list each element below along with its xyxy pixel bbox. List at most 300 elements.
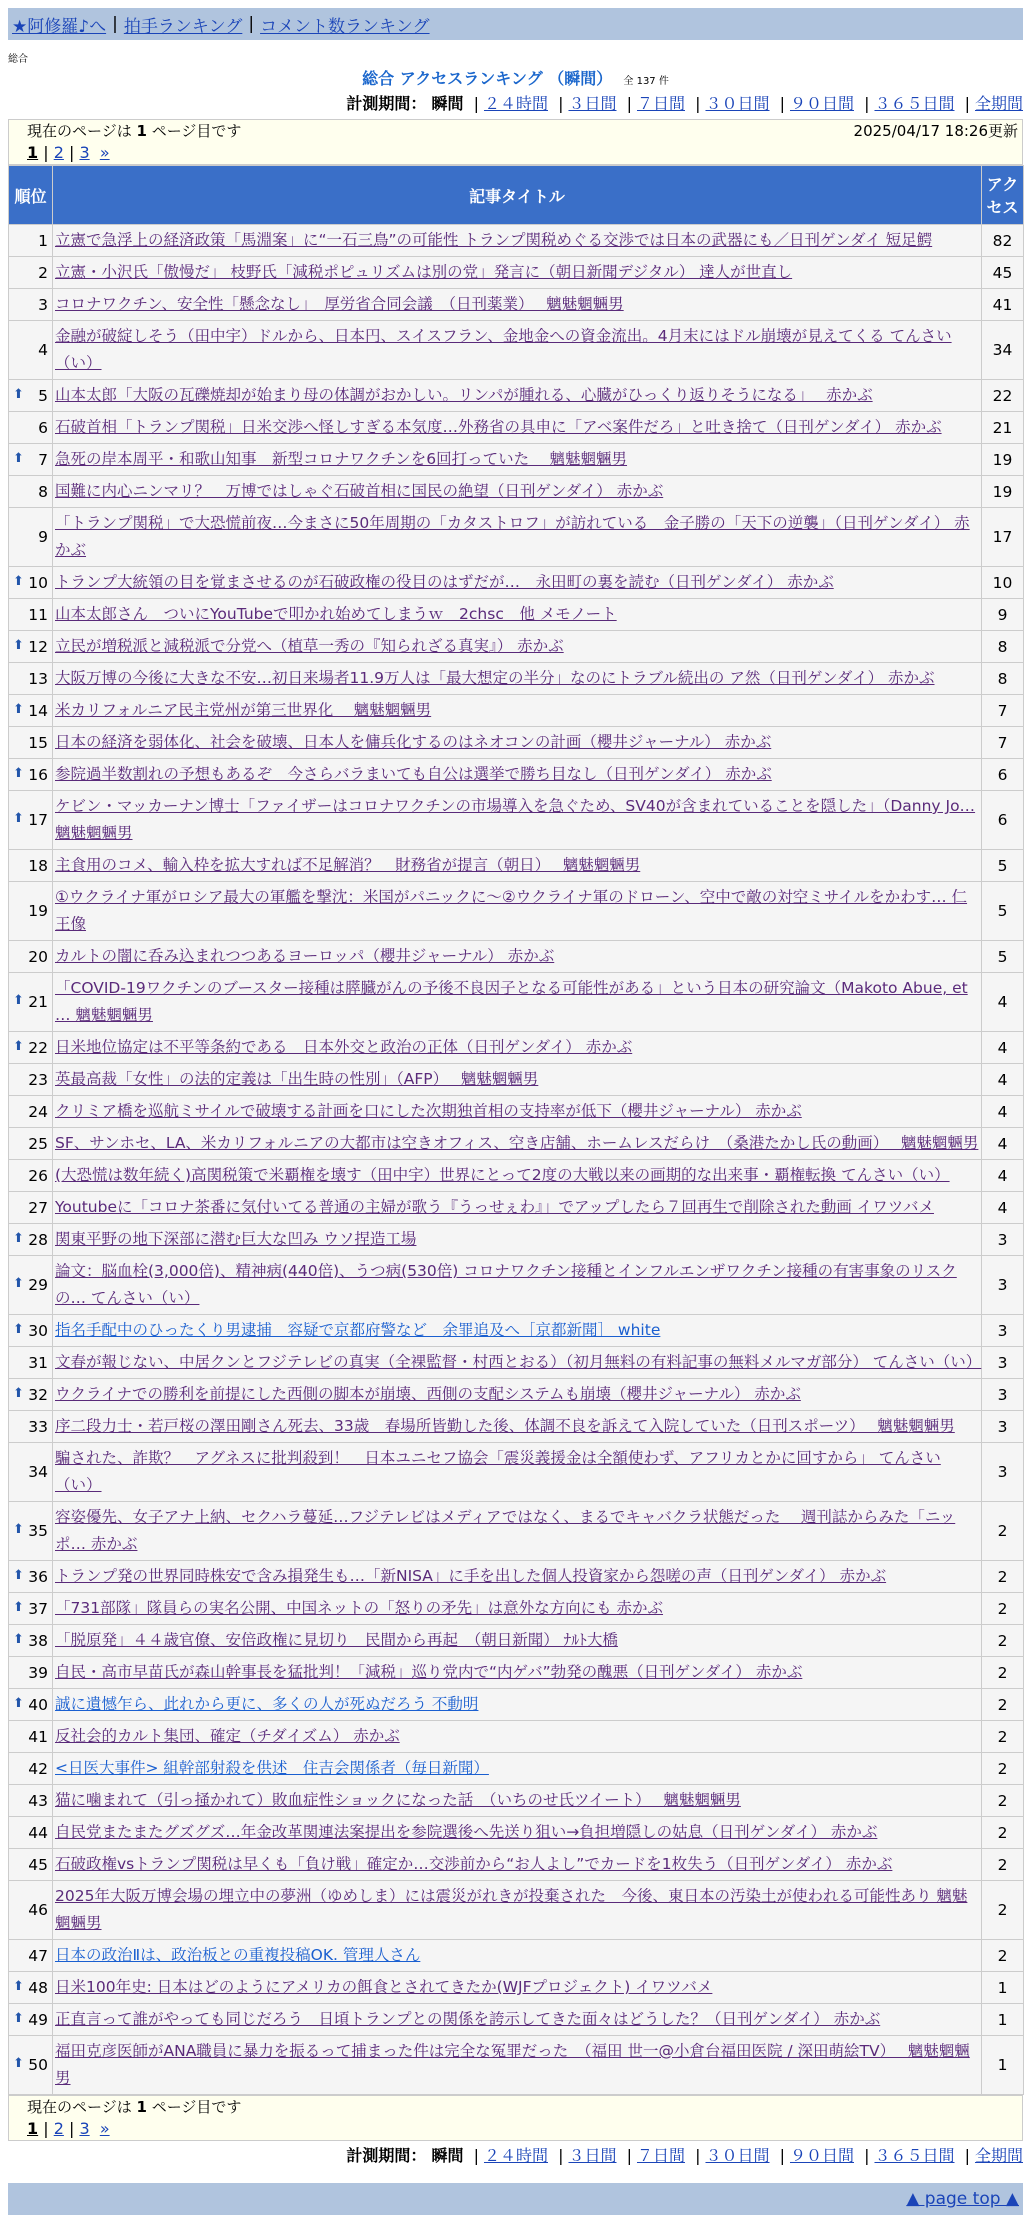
access-count: 5 — [982, 882, 1024, 941]
table-row — [9, 257, 1024, 289]
header-access: アクセス — [982, 166, 1024, 225]
rank-up-arrow-icon: ⬆ — [13, 1276, 24, 1291]
article-title-link[interactable]: ケビン・マッカーナン博士「ファイザーはコロナワクチンの市場導入を急ぐため、SV40が含まれていることを隠した」（Danny Jo… 魑魅魍魎男 — [55, 797, 976, 842]
article-title-link[interactable]: 参院過半数割れの予想もあるぞ 今さらバラまいても自公は選挙で勝ち目なし（日刊ゲンダイ） 赤かぶ — [55, 765, 772, 783]
access-count: 2 — [982, 1561, 1024, 1593]
article-title-link[interactable]: 福田克彦医師がANA職員に暴力を振るって捕まった件は完全な冤罪だった （福田 世一@小倉台福田医院 / 深田萌絵TV） 魑魅魍魎男 — [55, 2042, 970, 2087]
article-title-link[interactable]: 序二段力士・若戸桜の澤田剛さん死去、33歳 春場所皆勤した後、体調不良を訴えて入院していた（日刊スポーツ） 魑魅魍魎男 — [55, 1417, 955, 1435]
rank-number: 7 — [38, 450, 48, 469]
rank-number: 16 — [28, 765, 48, 784]
rank-number: 29 — [28, 1276, 48, 1294]
rank-number: 49 — [28, 2010, 48, 2029]
access-count: 2 — [982, 1625, 1024, 1657]
rank-number: 46 — [28, 1901, 48, 1919]
rank-cell — [9, 1128, 53, 1160]
article-title-link[interactable]: 日米100年史: 日本はどのようにアメリカの餌食とされてきたか(WJFプロジェクト) イワツバメ — [55, 1978, 713, 1996]
nav-separator: | — [112, 14, 118, 34]
article-title-link[interactable]: 石破首相「トランプ関税」日米交渉へ怪しすぎる本気度…外務省の具申に「アベ案件だろ」と吐き捨て（日刊ゲンダイ） 赤かぶ — [55, 418, 942, 436]
article-title-link[interactable]: 2025年大阪万博会場の埋立中の夢洲（ゆめしま）には震災がれきが投棄された 今後、東日本の汚染土が使われる可能性あり 魑魅魍魎男 — [55, 1887, 968, 1932]
page-2-link[interactable]: 2 — [53, 2119, 64, 2138]
rank-up-arrow-icon: ⬆ — [13, 765, 24, 781]
rank-number: 28 — [28, 1230, 48, 1249]
title-cell — [53, 695, 982, 727]
rank-up-arrow-icon: ⬆ — [13, 450, 24, 466]
table-row — [9, 631, 1024, 663]
access-count: 6 — [982, 791, 1024, 850]
title-cell — [53, 663, 982, 695]
table-row — [9, 1593, 1024, 1625]
period-30d-link[interactable]: ３０日間 — [705, 94, 770, 113]
period-7d-link[interactable]: ７日間 — [636, 94, 685, 113]
access-count: 8 — [982, 663, 1024, 695]
table-row — [9, 2004, 1024, 2036]
page-current: 1 — [27, 2119, 39, 2138]
rank-number: 6 — [38, 418, 48, 437]
period-24h-link[interactable]: ２４時間 — [483, 94, 548, 113]
table-row — [9, 663, 1024, 695]
rank-number: 22 — [28, 1038, 48, 1057]
title-cell — [53, 882, 982, 941]
rank-number: 43 — [28, 1791, 48, 1810]
table-row — [9, 1379, 1024, 1411]
access-count: 4 — [982, 1128, 1024, 1160]
rank-number: 12 — [28, 637, 48, 656]
page-top-link[interactable]: ▲ page top ▲ — [906, 2189, 1019, 2209]
article-title-link[interactable]: 立憲で急浮上の経済政策「馬淵案」に“一石三鳥”の可能性 トランプ関税めぐる交渉では日本の武器にも／日刊ゲンダイ 短足鰐 — [55, 231, 933, 249]
comment-ranking-link[interactable]: コメント数ランキング — [260, 16, 430, 37]
article-title-link[interactable]: 容姿優先、女子アナ上納、セクハラ蔓延…フジテレビはメディアではなく、まるでキャバクラ状態だった 週刊誌からみた「ニッポ… 赤かぶ — [55, 1508, 956, 1553]
article-title-link[interactable]: 立憲・小沢氏「傲慢だ」 枝野氏「減税ポピュリズムは別の党」発言に（朝日新聞デジタル） 達人が世直し — [55, 263, 793, 281]
access-count: 4 — [982, 1032, 1024, 1064]
access-count: 5 — [982, 850, 1024, 882]
rank-number: 30 — [28, 1321, 48, 1340]
article-title-link[interactable]: 「731部隊」隊員らの実名公開、中国ネットの「怒りの矛先」は意外な方向にも 赤かぶ — [55, 1599, 664, 1617]
title-cell — [53, 1561, 982, 1593]
period-365d-link[interactable]: ３６５日間 — [874, 2146, 955, 2165]
rank-up-arrow-icon: ⬆ — [13, 2056, 24, 2071]
article-title-link[interactable]: 国難に内心ニンマリ？ 万博ではしゃぐ石破首相に国民の絶望（日刊ゲンダイ） 赤かぶ — [55, 482, 664, 500]
period-all-link[interactable]: 全期間 — [974, 94, 1023, 113]
title-cell — [53, 1785, 982, 1817]
article-title-link[interactable]: 金融が破綻しそう（田中宇）ドルから、日本円、スイスフラン、金地金への資金流出。4月末にはドル崩壊が見えてくる てんさい（い） — [55, 327, 952, 372]
article-title-link[interactable]: カルトの闇に呑み込まれつつあるヨーロッパ（櫻井ジャーナル） 赤かぶ — [55, 947, 555, 965]
rank-number: 41 — [28, 1727, 48, 1746]
rank-up-arrow-icon: ⬆ — [13, 993, 24, 1008]
table-row — [9, 1224, 1024, 1256]
title-cell — [53, 1032, 982, 1064]
rank-number: 11 — [28, 605, 48, 624]
period-all-link[interactable]: 全期間 — [974, 2146, 1023, 2165]
rank-cell — [9, 1347, 53, 1379]
table-row — [9, 1849, 1024, 1881]
period-current: 瞬間 — [431, 2146, 464, 2165]
rank-cell — [9, 727, 53, 759]
table-row — [9, 1940, 1024, 1972]
rank-number: 38 — [28, 1631, 48, 1650]
access-count: 2 — [982, 1881, 1024, 1940]
rank-cell — [9, 663, 53, 695]
table-row — [9, 1064, 1024, 1096]
table-row — [9, 321, 1024, 380]
rank-cell — [9, 412, 53, 444]
article-title-link[interactable]: 主食用のコメ、輸入枠を拡大すれば不足解消？ 財務省が提言（朝日） 魑魅魍魎男 — [55, 856, 641, 874]
access-count: 45 — [982, 257, 1024, 289]
rank-cell — [9, 1096, 53, 1128]
title-cell — [53, 1721, 982, 1753]
title-cell — [53, 1849, 982, 1881]
table-row — [9, 1347, 1024, 1379]
title-cell — [53, 1625, 982, 1657]
table-row — [9, 1315, 1024, 1347]
title-cell — [53, 444, 982, 476]
rank-up-arrow-icon: ⬆ — [13, 811, 24, 826]
access-count: 2 — [982, 1849, 1024, 1881]
table-row — [9, 1817, 1024, 1849]
title-cell — [53, 973, 982, 1032]
title-cell — [53, 1940, 982, 1972]
title-cell — [53, 1753, 982, 1785]
rank-number: 9 — [38, 528, 48, 546]
rank-number: 19 — [28, 902, 48, 920]
header-title: 記事タイトル — [53, 166, 982, 225]
rank-cell — [9, 225, 53, 257]
article-title-link[interactable]: 立民が増税派と減税派で分党へ（植草一秀の『知られざる真実』） 赤かぶ — [55, 637, 564, 655]
table-row — [9, 1443, 1024, 1502]
rank-cell — [9, 973, 53, 1032]
article-title-link[interactable]: トランプ発の世界同時株安で含み損発生も…「新NISA」に手を出した個人投資家から怨嗟の声（日刊ゲンダイ） 赤かぶ — [55, 1567, 887, 1585]
page-status: 現在のページは 1 ページ目です — [27, 122, 242, 140]
article-title-link[interactable]: 文春が報じない、中居クンとフジテレビの真実（全裸監督・村西とおる）（初月無料の有料記事の無料メルマガ部分） てんさい（い） — [55, 1353, 982, 1371]
rank-up-arrow-icon: ⬆ — [13, 1385, 24, 1401]
table-row — [9, 1128, 1024, 1160]
access-count: 7 — [982, 695, 1024, 727]
title-cell — [53, 412, 982, 444]
header-rank: 順位 — [9, 166, 53, 225]
title-cell — [53, 2036, 982, 2095]
period-current: 瞬間 — [431, 94, 464, 113]
rank-cell — [9, 1411, 53, 1443]
title-cell — [53, 1443, 982, 1502]
article-title-link[interactable]: 日米地位協定は不平等条約である 日本外交と政治の正体（日刊ゲンダイ） 赤かぶ — [55, 1038, 633, 1056]
table-row — [9, 1192, 1024, 1224]
access-count: 9 — [982, 599, 1024, 631]
title-cell — [53, 1224, 982, 1256]
article-title-link[interactable]: 正直言って誰がやっても同じだろう 日頃トランプとの関係を誇示してきた面々はどうした？（日刊ゲンダイ） 赤かぶ — [55, 2010, 881, 2028]
access-count: 3 — [982, 1224, 1024, 1256]
rank-up-arrow-icon: ⬆ — [13, 2010, 24, 2026]
access-count: 22 — [982, 380, 1024, 412]
title-cell — [53, 1160, 982, 1192]
article-title-link[interactable]: 「COVID-19ワクチンのブースター接種は膵臓がんの予後不良因子となる可能性がある」という日本の研究論文（Makoto Abue, et … 魑魅魍魎男 — [55, 979, 968, 1024]
rank-up-arrow-icon: ⬆ — [13, 1038, 24, 1054]
article-title-link[interactable]: Youtubeに「コロナ茶番に気付いてる普通の主婦が歌う『うっせぇわ』」でアップしたら７回再生で削除された動画 イワツバメ — [55, 1198, 934, 1216]
table-row — [9, 1657, 1024, 1689]
rank-number: 37 — [28, 1599, 48, 1618]
rank-cell — [9, 695, 53, 727]
rank-cell — [9, 1315, 53, 1347]
rank-up-arrow-icon: ⬆ — [13, 1522, 24, 1537]
pager-top — [8, 119, 1023, 165]
article-title-link[interactable]: 急死の岸本周平・和歌山知事 新型コロナワクチンを6回打っていた 魑魅魍魎男 — [55, 450, 628, 468]
article-title-link[interactable]: トランプ大統領の目を覚まさせるのが石破政権の役目のはずだが… 永田町の裏を読む（日刊ゲンダイ） 赤かぶ — [55, 573, 834, 591]
rank-up-arrow-icon: ⬆ — [13, 1567, 24, 1583]
table-row — [9, 1721, 1024, 1753]
title-cell — [53, 631, 982, 663]
nav-separator: | — [248, 14, 255, 34]
access-count: 4 — [982, 1064, 1024, 1096]
article-title-link[interactable]: <日医大事件> 組幹部射殺を供述 住吉会関係者（毎日新聞） — [55, 1759, 489, 1777]
page-2-link[interactable]: 2 — [53, 143, 64, 162]
rank-cell — [9, 2036, 53, 2095]
article-title-link[interactable]: ①ウクライナ軍がロシア最大の軍艦を撃沈：米国がパニックに～②ウクライナ軍のドローン、空中で敵の対空ミサイルをかわす… 仁王像 — [55, 888, 968, 933]
access-count: 3 — [982, 1315, 1024, 1347]
access-count: 2 — [982, 1657, 1024, 1689]
rank-number: 35 — [28, 1522, 48, 1540]
rank-cell — [9, 476, 53, 508]
table-row — [9, 850, 1024, 882]
rank-cell — [9, 941, 53, 973]
article-title-link[interactable]: 論文：脳血栓(3,000倍)、精神病(440倍)、うつ病(530倍) コロナワクチン接種とインフルエンザワクチン接種の有害事象のリスクの… てんさい（い） — [55, 1262, 957, 1307]
rank-cell — [9, 1689, 53, 1721]
rank-cell — [9, 1032, 53, 1064]
title-cell — [53, 508, 982, 567]
title-cell — [53, 1192, 982, 1224]
rank-number: 2 — [38, 263, 48, 282]
rank-up-arrow-icon: ⬆ — [13, 701, 24, 717]
rank-number: 3 — [38, 295, 48, 314]
updated-timestamp: 2025/04/17 18:26更新 — [853, 122, 1018, 140]
title-cell — [53, 1817, 982, 1849]
rank-number: 8 — [38, 482, 48, 501]
article-title-link[interactable]: 山本太郎「大阪の瓦礫焼却が始まり母の体調がおかしい。リンパが腫れる、心臓がひっくり返りそうになる」 赤かぶ — [55, 386, 873, 404]
table-row — [9, 225, 1024, 257]
table-row — [9, 1753, 1024, 1785]
access-count: 2 — [982, 1502, 1024, 1561]
next-page-link[interactable]: » — [99, 2119, 110, 2138]
article-title-link[interactable]: ウクライナでの勝利を前提にした西側の脚本が崩壊、西側の支配システムも崩壊（櫻井ジャーナル） 赤かぶ — [55, 1385, 801, 1403]
rank-up-arrow-icon: ⬆ — [13, 573, 24, 589]
article-title-link[interactable]: 「トランプ関税」で大恐慌前夜…今まさに50年周期の「カタストロフ」が訪れている 金子勝の「天下の逆襲」（日刊ゲンダイ） 赤かぶ — [55, 514, 970, 559]
period-7d-link[interactable]: ７日間 — [636, 2146, 685, 2165]
title-cell — [53, 791, 982, 850]
article-title-link[interactable]: 反社会的カルト集団、確定（チダイズム） 赤かぶ — [55, 1727, 400, 1745]
access-count: 4 — [982, 1096, 1024, 1128]
rank-up-arrow-icon: ⬆ — [13, 1230, 24, 1246]
rank-cell — [9, 1593, 53, 1625]
next-page-link[interactable]: » — [99, 143, 110, 162]
rank-up-arrow-icon: ⬆ — [13, 1978, 24, 1994]
article-title-link[interactable]: 誠に遺憾乍ら、此れから更に、多くの人が死ぬだろう 不動明 — [55, 1695, 479, 1713]
rank-number: 33 — [28, 1417, 48, 1436]
article-title-link[interactable]: (大恐慌は数年続く)高関税策で米覇権を壊す（田中宇）世界にとって2度の大戦以来の画期的な出来事・覇権転換 てんさい（い） — [55, 1166, 950, 1184]
article-title-link[interactable]: 山本太郎さん ついにYouTubeで叩かれ始めてしまうｗ 2chsc 他 メモノート — [55, 605, 617, 623]
rank-number: 10 — [28, 573, 48, 592]
rank-number: 42 — [28, 1759, 48, 1778]
title-cell — [53, 941, 982, 973]
access-count: 1 — [982, 1972, 1024, 2004]
table-row — [9, 599, 1024, 631]
rank-cell — [9, 321, 53, 380]
table-row — [9, 476, 1024, 508]
title-cell — [53, 1096, 982, 1128]
rank-cell — [9, 791, 53, 850]
access-count: 5 — [982, 941, 1024, 973]
table-row — [9, 1785, 1024, 1817]
period-30d-link[interactable]: ３０日間 — [705, 2146, 770, 2165]
rank-cell — [9, 882, 53, 941]
article-title-link[interactable]: 自民・高市早苗氏が森山幹事長を猛批判！「減税」巡り党内で“内ゲバ”勃発の醜悪（日刊ゲンダイ） 赤かぶ — [55, 1663, 803, 1681]
page-3-link[interactable]: 3 — [79, 143, 90, 162]
article-title-link[interactable]: 関東平野の地下深部に潜む巨大な凹み ウソ捏造工場 — [55, 1230, 417, 1248]
page-status: 現在のページは 1 ページ目です — [27, 2098, 242, 2116]
article-title-link[interactable]: 米カリフォルニア民主党州が第三世界化 魑魅魍魎男 — [55, 701, 432, 719]
rank-cell — [9, 508, 53, 567]
access-count: 10 — [982, 567, 1024, 599]
article-title-link[interactable]: 石破政権vsトランプ関税は早くも「負け戦」確定か…交渉前から“お人よし”でカードを1枚失う（日刊ゲンダイ） 赤かぶ — [55, 1855, 893, 1873]
period-365d-link[interactable]: ３６５日間 — [874, 94, 955, 113]
access-count: 2 — [982, 1940, 1024, 1972]
period-selector-top: 計測期間： 瞬間 | ２４時間 | ３日間 | ７日間 | ３０日間 | ９０日間 | ３６５日間 | 全期間 — [346, 94, 1023, 113]
article-title-link[interactable]: 自民党またまたグズグズ…年金改革関連法案提出を参院選後へ先送り狙い→負担増隠しの姑息（日刊ゲンダイ） 赤かぶ — [55, 1823, 878, 1841]
period-label: 計測期間： — [346, 94, 427, 113]
rank-cell — [9, 1192, 53, 1224]
access-count: 4 — [982, 1160, 1024, 1192]
title-cell — [53, 567, 982, 599]
article-title-link[interactable]: 英最高裁「女性」の法的定義は「出生時の性別」（AFP） 魑魅魍魎男 — [55, 1070, 539, 1088]
rank-number: 44 — [28, 1823, 48, 1842]
rank-number: 45 — [28, 1855, 48, 1874]
rank-number: 47 — [28, 1946, 48, 1965]
rank-up-arrow-icon: ⬆ — [13, 1599, 24, 1615]
table-row — [9, 1411, 1024, 1443]
rank-cell — [9, 1721, 53, 1753]
rank-cell — [9, 1443, 53, 1502]
table-row — [9, 567, 1024, 599]
title-cell — [53, 1689, 982, 1721]
rank-cell — [9, 1561, 53, 1593]
access-count: 3 — [982, 1379, 1024, 1411]
access-count: 2 — [982, 1721, 1024, 1753]
rank-number: 15 — [28, 733, 48, 752]
rank-cell — [9, 1972, 53, 2004]
article-title-link[interactable]: 大阪万博の今後に大きな不安…初日来場者11.9万人は「最大想定の半分」なのにトラブル続出の ア然（日刊ゲンダイ） 赤かぶ — [55, 669, 935, 687]
title-cell — [53, 476, 982, 508]
period-label: 計測期間： — [346, 2146, 427, 2165]
page-3-link[interactable]: 3 — [79, 2119, 90, 2138]
period-selector-bottom: 計測期間： 瞬間 | ２４時間 | ３日間 | ７日間 | ３０日間 | ９０日間 | ３６５日間 | 全期間 — [346, 2146, 1023, 2165]
rank-cell — [9, 1064, 53, 1096]
title-cell — [53, 1881, 982, 1940]
rank-up-arrow-icon: ⬆ — [13, 1321, 24, 1337]
rank-number: 14 — [28, 701, 48, 720]
rank-number: 20 — [28, 947, 48, 966]
title-cell — [53, 1411, 982, 1443]
title-cell — [53, 1972, 982, 2004]
table-row — [9, 973, 1024, 1032]
rank-number: 40 — [28, 1695, 48, 1714]
table-row — [9, 941, 1024, 973]
table-row — [9, 2036, 1024, 2095]
access-count: 1 — [982, 2004, 1024, 2036]
applause-ranking-link[interactable]: 拍手ランキング — [123, 16, 243, 37]
rank-cell — [9, 1379, 53, 1411]
title-cell — [53, 225, 982, 257]
rank-cell — [9, 289, 53, 321]
period-24h-link[interactable]: ２４時間 — [483, 2146, 548, 2165]
access-count: 19 — [982, 444, 1024, 476]
article-title-link[interactable]: コロナワクチン、安全性「懸念なし」 厚労省合同会議 （日刊薬業） 魑魅魍魎男 — [55, 295, 624, 313]
article-title-link[interactable]: 指名手配中のひったくり男逮捕 容疑で京都府警など 余罪追及へ［京都新聞］ white — [55, 1321, 661, 1339]
access-count: 4 — [982, 973, 1024, 1032]
asyura-home-link[interactable]: ★阿修羅♪へ — [12, 16, 107, 37]
rank-cell — [9, 1256, 53, 1315]
page-links: 1 | 2 | 3 » — [27, 143, 110, 162]
article-title-link[interactable]: 日本の政治Ⅱは、政治板との重複投稿OK. 管理人さん — [55, 1946, 421, 1964]
rank-cell — [9, 1753, 53, 1785]
period-3d-link[interactable]: ３日間 — [568, 94, 617, 113]
rank-cell — [9, 1224, 53, 1256]
rank-cell — [9, 567, 53, 599]
rank-number: 5 — [38, 386, 48, 405]
category-label: 総合 — [8, 54, 28, 65]
title-cell — [53, 289, 982, 321]
rank-number: 18 — [28, 856, 48, 875]
rank-cell — [9, 850, 53, 882]
rank-cell — [9, 1940, 53, 1972]
pager-bottom — [8, 2095, 1023, 2141]
access-count: 19 — [982, 476, 1024, 508]
title-cell — [53, 1347, 982, 1379]
page-current: 1 — [27, 143, 39, 162]
period-90d-link[interactable]: ９０日間 — [789, 2146, 854, 2165]
period-90d-link[interactable]: ９０日間 — [789, 94, 854, 113]
article-title-link[interactable]: 騙された、詐欺？ アグネスに批判殺到！ 日本ユニセフ協会「震災義援金は全額使わず、アフリカとかに回すから」 てんさい（い） — [55, 1449, 941, 1494]
article-title-link[interactable]: 「脱原発」４４歳官僚、安倍政権に見切り 民間から再起 （朝日新聞） ﾅﾙﾄ大橋 — [55, 1631, 618, 1649]
table-row — [9, 289, 1024, 321]
article-title-link[interactable]: クリミア橋を巡航ミサイルで破壊する計画を口にした次期独首相の支持率が低下（櫻井ジャーナル） 赤かぶ — [55, 1102, 802, 1120]
title-cell — [53, 727, 982, 759]
rank-cell — [9, 1657, 53, 1689]
table-row — [9, 1625, 1024, 1657]
rank-cell — [9, 1785, 53, 1817]
title-cell — [53, 321, 982, 380]
title-cell — [53, 2004, 982, 2036]
table-row — [9, 380, 1024, 412]
rank-cell — [9, 1625, 53, 1657]
rank-number: 23 — [28, 1070, 48, 1089]
rank-cell — [9, 444, 53, 476]
rank-number: 26 — [28, 1166, 48, 1185]
access-count: 3 — [982, 1347, 1024, 1379]
access-count: 2 — [982, 1753, 1024, 1785]
title-cell — [53, 599, 982, 631]
access-count: 17 — [982, 508, 1024, 567]
page-title — [0, 66, 1031, 89]
article-title-link[interactable]: 猫に噛まれて（引っ掻かれて）敗血症性ショックになった話 （いちのせ氏ツイート） 魑魅魍魎男 — [55, 1791, 741, 1809]
rank-cell — [9, 1849, 53, 1881]
period-3d-link[interactable]: ３日間 — [568, 2146, 617, 2165]
article-title-link[interactable]: 日本の経済を弱体化、社会を破壊、日本人を傭兵化するのはネオコンの計画（櫻井ジャーナル） 赤かぶ — [55, 733, 772, 751]
title-cell — [53, 257, 982, 289]
table-row — [9, 1160, 1024, 1192]
article-title-link[interactable]: SF、サンホセ、LA、米カリフォルニアの大都市は空きオフィス、空き店舗、ホームレスだらけ （桑港たかし氏の動画） 魑魅魍魎男 — [55, 1134, 979, 1152]
rank-cell — [9, 599, 53, 631]
access-count: 3 — [982, 1443, 1024, 1502]
rank-number: 32 — [28, 1385, 48, 1404]
rank-number: 25 — [28, 1134, 48, 1153]
ranking-table — [8, 165, 1024, 2095]
rank-number: 50 — [28, 2056, 48, 2074]
